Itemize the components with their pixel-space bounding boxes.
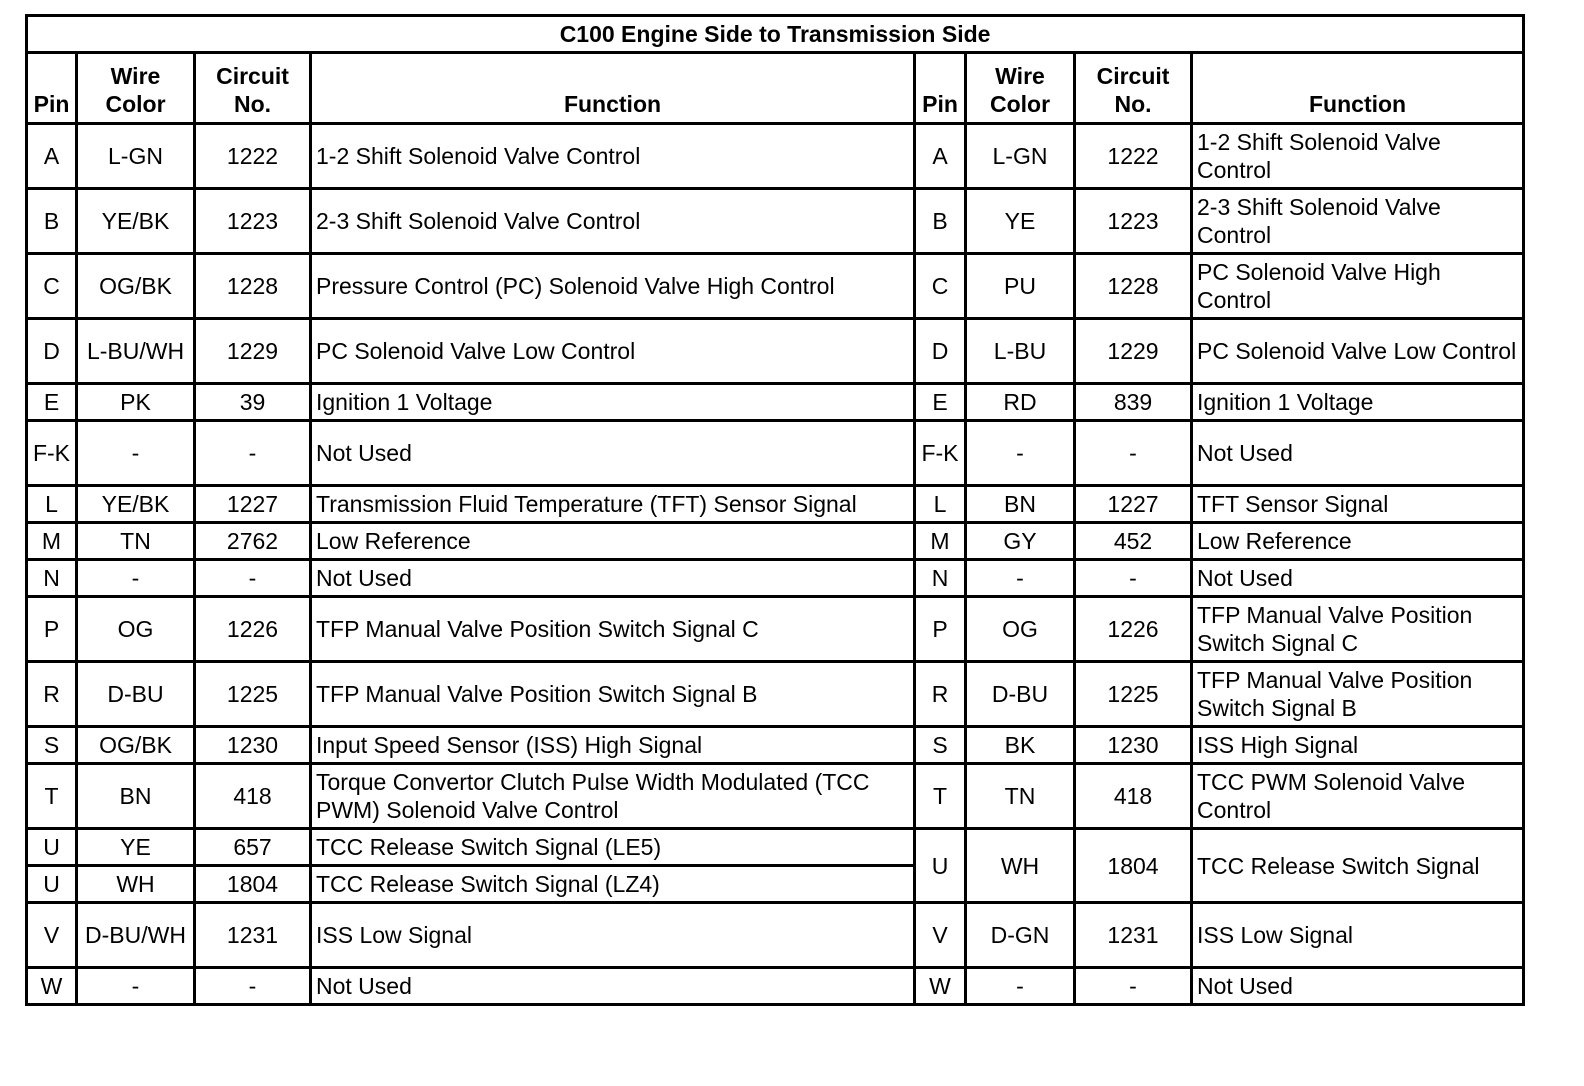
- transmission-circuit: 418: [1075, 764, 1192, 829]
- table-row: [27, 903, 1524, 968]
- transmission-wire-color: -: [966, 560, 1075, 597]
- engine-pin: M: [27, 523, 77, 560]
- transmission-circuit: 1231: [1075, 903, 1192, 968]
- engine-pin: T: [27, 764, 77, 829]
- table-row: [27, 384, 1524, 421]
- engine-pin: E: [27, 384, 77, 421]
- transmission-circuit: -: [1075, 968, 1192, 1005]
- transmission-pin: R: [915, 662, 966, 727]
- engine-wire-color: L-BU/WH: [77, 319, 195, 384]
- engine-circuit: 1227: [195, 486, 311, 523]
- engine-circuit: 657: [195, 829, 311, 866]
- transmission-wire-color: WH: [966, 829, 1075, 903]
- transmission-wire-color: D-BU: [966, 662, 1075, 727]
- engine-function: PC Solenoid Valve Low Control: [311, 319, 915, 384]
- transmission-wire-color: GY: [966, 523, 1075, 560]
- table-row: [27, 486, 1524, 523]
- engine-function: Ignition 1 Voltage: [311, 384, 915, 421]
- transmission-function: Not Used: [1192, 560, 1524, 597]
- engine-function: Not Used: [311, 968, 915, 1005]
- transmission-function: PC Solenoid Valve High Control: [1192, 254, 1524, 319]
- transmission-function: Ignition 1 Voltage: [1192, 384, 1524, 421]
- table-row: [27, 523, 1524, 560]
- transmission-function: Low Reference: [1192, 523, 1524, 560]
- engine-wire-color: D-BU/WH: [77, 903, 195, 968]
- engine-function: Low Reference: [311, 523, 915, 560]
- table-row: [27, 829, 1524, 866]
- header-wire-color-transmission: Wire Color: [966, 53, 1075, 124]
- transmission-pin: D: [915, 319, 966, 384]
- transmission-wire-color: BK: [966, 727, 1075, 764]
- transmission-circuit: 839: [1075, 384, 1192, 421]
- engine-function: Torque Convertor Clutch Pulse Width Modulated (TCC PWM) Solenoid Valve Control: [311, 764, 915, 829]
- engine-wire-color: BN: [77, 764, 195, 829]
- engine-pin: D: [27, 319, 77, 384]
- transmission-circuit: -: [1075, 421, 1192, 486]
- header-pin-transmission: Pin: [915, 53, 966, 124]
- transmission-function: ISS Low Signal: [1192, 903, 1524, 968]
- connector-pinout-table: [25, 14, 1525, 1006]
- engine-wire-color: OG/BK: [77, 727, 195, 764]
- engine-circuit: 1229: [195, 319, 311, 384]
- engine-wire-color: WH: [77, 866, 195, 903]
- engine-function: TCC Release Switch Signal (LE5): [311, 829, 915, 866]
- engine-function: ISS Low Signal: [311, 903, 915, 968]
- table-row: [27, 764, 1524, 829]
- table-row: [27, 597, 1524, 662]
- transmission-wire-color: BN: [966, 486, 1075, 523]
- engine-circuit: 1226: [195, 597, 311, 662]
- engine-function: Transmission Fluid Temperature (TFT) Sensor Signal: [311, 486, 915, 523]
- engine-function: 1-2 Shift Solenoid Valve Control: [311, 124, 915, 189]
- engine-pin: U: [27, 866, 77, 903]
- transmission-circuit: 1804: [1075, 829, 1192, 903]
- transmission-pin: E: [915, 384, 966, 421]
- engine-pin: U: [27, 829, 77, 866]
- transmission-circuit: 1223: [1075, 189, 1192, 254]
- transmission-function: TCC Release Switch Signal: [1192, 829, 1524, 903]
- engine-wire-color: D-BU: [77, 662, 195, 727]
- table-row: [27, 254, 1524, 319]
- header-pin-engine: Pin: [27, 53, 77, 124]
- engine-circuit: -: [195, 968, 311, 1005]
- transmission-wire-color: RD: [966, 384, 1075, 421]
- transmission-pin: U: [915, 829, 966, 903]
- engine-pin: A: [27, 124, 77, 189]
- engine-pin: S: [27, 727, 77, 764]
- transmission-pin: N: [915, 560, 966, 597]
- header-wire-color-engine: Wire Color: [77, 53, 195, 124]
- transmission-pin: L: [915, 486, 966, 523]
- engine-wire-color: YE/BK: [77, 486, 195, 523]
- engine-circuit: 1228: [195, 254, 311, 319]
- transmission-circuit: 1230: [1075, 727, 1192, 764]
- engine-function: Pressure Control (PC) Solenoid Valve High Control: [311, 254, 915, 319]
- header-function-engine: Function: [311, 53, 915, 124]
- transmission-wire-color: -: [966, 968, 1075, 1005]
- transmission-function: PC Solenoid Valve Low Control: [1192, 319, 1524, 384]
- engine-wire-color: OG: [77, 597, 195, 662]
- transmission-wire-color: L-BU: [966, 319, 1075, 384]
- engine-circuit: 1231: [195, 903, 311, 968]
- transmission-circuit: 1228: [1075, 254, 1192, 319]
- transmission-pin: A: [915, 124, 966, 189]
- transmission-wire-color: TN: [966, 764, 1075, 829]
- transmission-circuit: 1227: [1075, 486, 1192, 523]
- engine-circuit: 1804: [195, 866, 311, 903]
- engine-wire-color: YE/BK: [77, 189, 195, 254]
- engine-pin: B: [27, 189, 77, 254]
- transmission-wire-color: D-GN: [966, 903, 1075, 968]
- table-row: [27, 319, 1524, 384]
- engine-wire-color: OG/BK: [77, 254, 195, 319]
- engine-circuit: 2762: [195, 523, 311, 560]
- engine-circuit: 1230: [195, 727, 311, 764]
- transmission-function: TFT Sensor Signal: [1192, 486, 1524, 523]
- transmission-pin: C: [915, 254, 966, 319]
- engine-function: Not Used: [311, 421, 915, 486]
- transmission-pin: F-K: [915, 421, 966, 486]
- engine-circuit: 1225: [195, 662, 311, 727]
- table-row: [27, 560, 1524, 597]
- engine-circuit: 1222: [195, 124, 311, 189]
- engine-pin: F-K: [27, 421, 77, 486]
- transmission-wire-color: OG: [966, 597, 1075, 662]
- engine-wire-color: -: [77, 560, 195, 597]
- engine-wire-color: TN: [77, 523, 195, 560]
- transmission-wire-color: YE: [966, 189, 1075, 254]
- engine-function: Not Used: [311, 560, 915, 597]
- engine-circuit: 1223: [195, 189, 311, 254]
- engine-function: Input Speed Sensor (ISS) High Signal: [311, 727, 915, 764]
- transmission-circuit: 452: [1075, 523, 1192, 560]
- engine-circuit: -: [195, 421, 311, 486]
- engine-wire-color: -: [77, 421, 195, 486]
- transmission-wire-color: L-GN: [966, 124, 1075, 189]
- engine-pin: L: [27, 486, 77, 523]
- table-row: [27, 124, 1524, 189]
- transmission-circuit: 1226: [1075, 597, 1192, 662]
- transmission-circuit: 1229: [1075, 319, 1192, 384]
- engine-pin: W: [27, 968, 77, 1005]
- header-function-transmission: Function: [1192, 53, 1524, 124]
- transmission-function: 2-3 Shift Solenoid Valve Control: [1192, 189, 1524, 254]
- engine-wire-color: -: [77, 968, 195, 1005]
- table-row: [27, 189, 1524, 254]
- transmission-pin: M: [915, 523, 966, 560]
- transmission-pin: B: [915, 189, 966, 254]
- transmission-wire-color: -: [966, 421, 1075, 486]
- transmission-function: 1-2 Shift Solenoid Valve Control: [1192, 124, 1524, 189]
- engine-function: TCC Release Switch Signal (LZ4): [311, 866, 915, 903]
- header-circuit-transmission: Circuit No.: [1075, 53, 1192, 124]
- table-row: [27, 968, 1524, 1005]
- engine-function: TFP Manual Valve Position Switch Signal B: [311, 662, 915, 727]
- transmission-function: Not Used: [1192, 421, 1524, 486]
- transmission-pin: T: [915, 764, 966, 829]
- transmission-pin: P: [915, 597, 966, 662]
- engine-wire-color: L-GN: [77, 124, 195, 189]
- table-row: [27, 662, 1524, 727]
- table-title: C100 Engine Side to Transmission Side: [27, 16, 1524, 53]
- transmission-function: Not Used: [1192, 968, 1524, 1005]
- table-row: [27, 421, 1524, 486]
- engine-circuit: 39: [195, 384, 311, 421]
- transmission-function: TCC PWM Solenoid Valve Control: [1192, 764, 1524, 829]
- header-circuit-engine: Circuit No.: [195, 53, 311, 124]
- transmission-pin: S: [915, 727, 966, 764]
- transmission-pin: V: [915, 903, 966, 968]
- transmission-function: TFP Manual Valve Position Switch Signal C: [1192, 597, 1524, 662]
- engine-circuit: 418: [195, 764, 311, 829]
- engine-pin: P: [27, 597, 77, 662]
- engine-pin: V: [27, 903, 77, 968]
- transmission-wire-color: PU: [966, 254, 1075, 319]
- transmission-circuit: 1225: [1075, 662, 1192, 727]
- engine-function: TFP Manual Valve Position Switch Signal C: [311, 597, 915, 662]
- transmission-function: TFP Manual Valve Position Switch Signal B: [1192, 662, 1524, 727]
- table-row: [27, 727, 1524, 764]
- engine-function: 2-3 Shift Solenoid Valve Control: [311, 189, 915, 254]
- engine-pin: R: [27, 662, 77, 727]
- engine-wire-color: PK: [77, 384, 195, 421]
- engine-pin: N: [27, 560, 77, 597]
- engine-pin: C: [27, 254, 77, 319]
- transmission-pin: W: [915, 968, 966, 1005]
- engine-wire-color: YE: [77, 829, 195, 866]
- transmission-circuit: -: [1075, 560, 1192, 597]
- engine-circuit: -: [195, 560, 311, 597]
- transmission-circuit: 1222: [1075, 124, 1192, 189]
- transmission-function: ISS High Signal: [1192, 727, 1524, 764]
